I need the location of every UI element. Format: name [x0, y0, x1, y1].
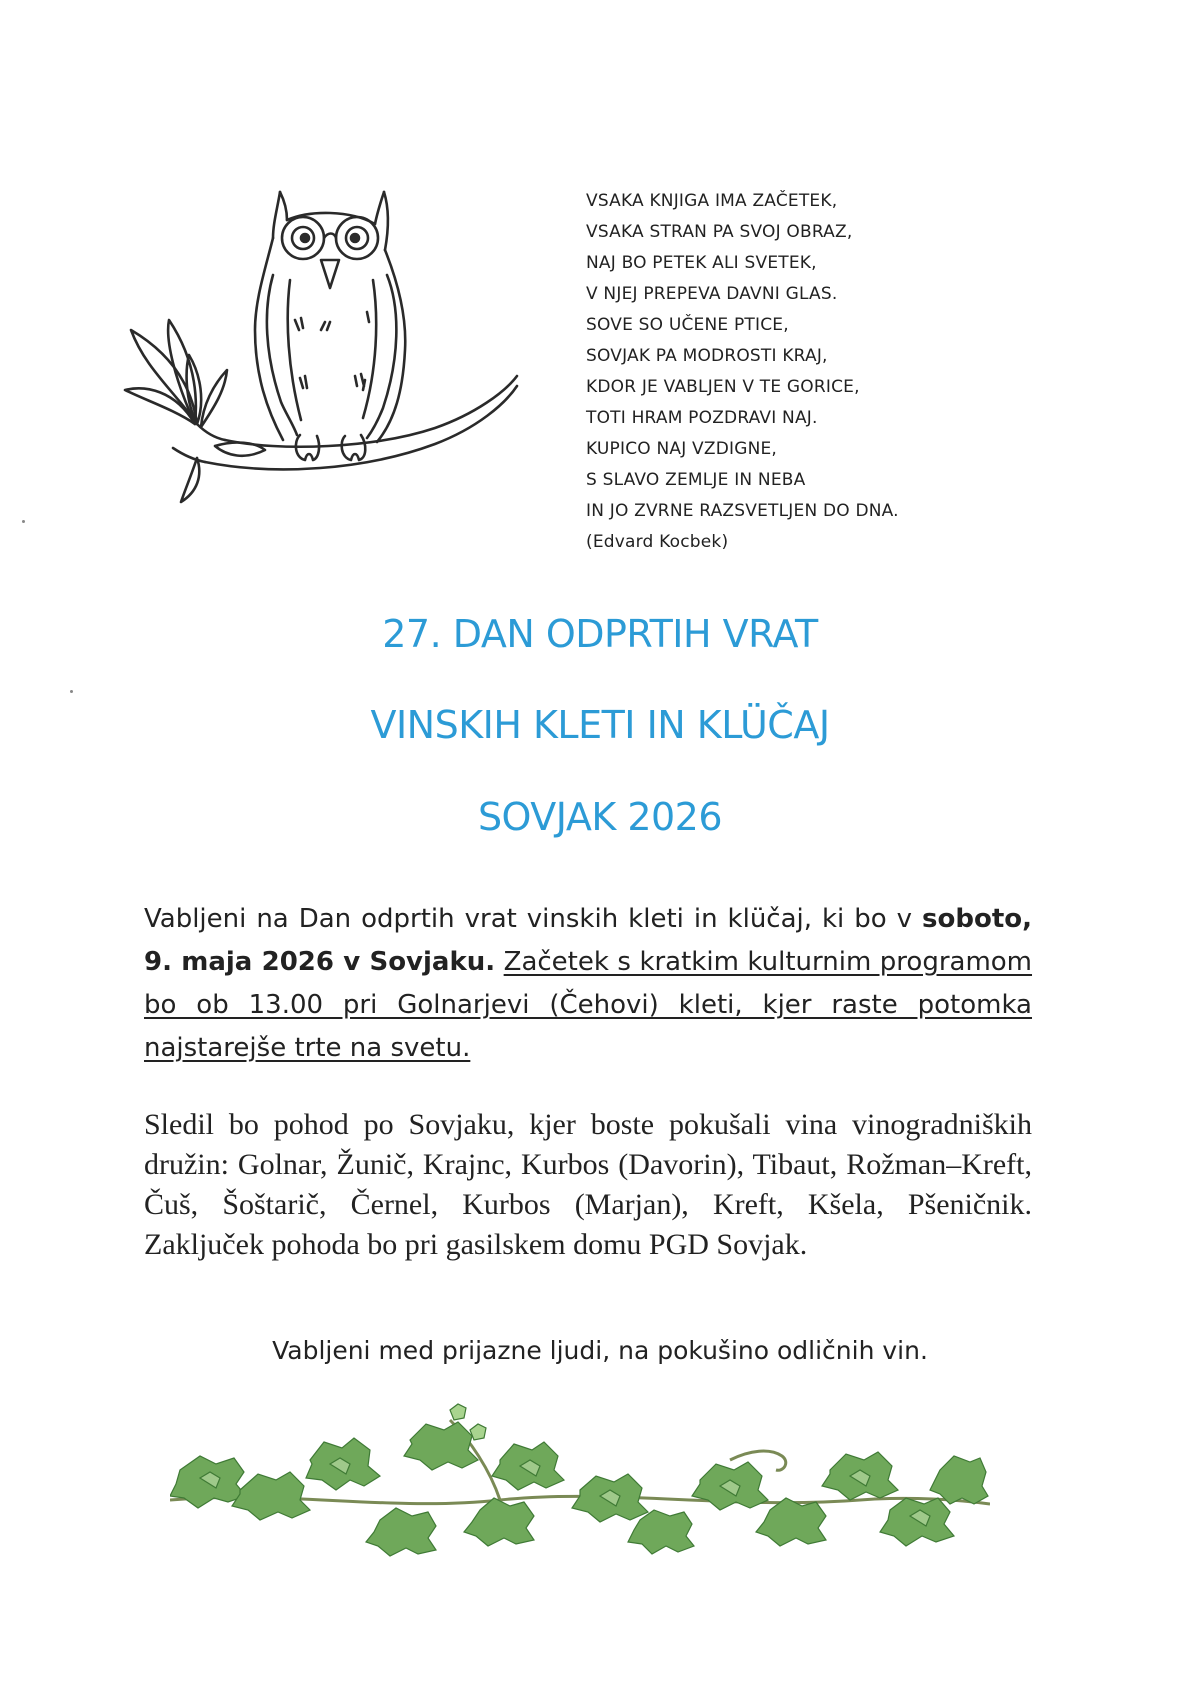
- intro-lead: Vabljeni na Dan odprtih vrat vinskih kleti in klüčaj, ki bo v: [144, 904, 923, 934]
- grapevine-image: [170, 1400, 990, 1580]
- poem-line: KDOR JE VABLJEN V TE GORICE,: [586, 377, 860, 397]
- poem-line: S SLAVO ZEMLJE IN NEBA: [586, 470, 806, 490]
- program-start-info: Začetek s kratkim kulturnim programom bo ob 13.00 pri Golnarjevi (Čehovi) kleti, kjer raste potomka najstarejše trte na svetu.: [144, 947, 1033, 1063]
- scan-speck: [22, 520, 25, 523]
- event-title-line-1: 27. DAN ODPRTIH VRAT: [382, 612, 818, 656]
- poem-line: TOTI HRAM POZDRAVI NAJ.: [586, 408, 818, 428]
- poem-line: VSAKA KNJIGA IMA ZAČETEK,: [586, 191, 838, 211]
- poem-line: IN JO ZVRNE RAZSVETLJEN DO DNA.: [586, 501, 899, 521]
- event-date: soboto, 9. maja 2026 v Sovjaku.: [144, 904, 1032, 977]
- event-title-line-2: VINSKIH KLETI IN KLÜČAJ: [370, 703, 830, 747]
- scan-speck: [70, 690, 73, 693]
- route-paragraph: Sledil bo pohod po Sovjaku, kjer boste pokušali vina vinogradniških družin: Golnar, Žunič, Krajnc, Kurbos (Davorin), Tibaut, Rožman–Kreft, Čuš, Šoštarič, Černel, Kurbos (Marjan), Kreft, Kšela, Pšeničnik. Zaključek pohoda bo pri gasilskem domu PGD Sovjak.: [144, 1108, 1032, 1261]
- poem-line: KUPICO NAJ VZDIGNE,: [586, 439, 778, 459]
- poem-line: NAJ BO PETEK ALI SVETEK,: [586, 253, 817, 273]
- poem-block: [586, 186, 1006, 558]
- closing-invitation: Vabljeni med prijazne ljudi, na pokušino odličnih vin.: [272, 1336, 928, 1365]
- owl-drawing: [105, 180, 585, 560]
- intro-paragraph: [144, 898, 1032, 1070]
- branch-icon: [125, 320, 517, 502]
- owl-body-icon: [255, 192, 405, 460]
- poem-author: (Edvard Kocbek): [586, 532, 729, 552]
- poem-line: SOVJAK PA MODROSTI KRAJ,: [586, 346, 828, 366]
- event-title-line-3: SOVJAK 2026: [477, 795, 723, 839]
- poem-line: SOVE SO UČENE PTICE,: [586, 315, 789, 335]
- poem-line: V NJEJ PREPEVA DAVNI GLAS.: [586, 284, 838, 304]
- vine-leaves-icon: [170, 1404, 988, 1556]
- poem-line: VSAKA STRAN PA SVOJ OBRAZ,: [586, 222, 853, 242]
